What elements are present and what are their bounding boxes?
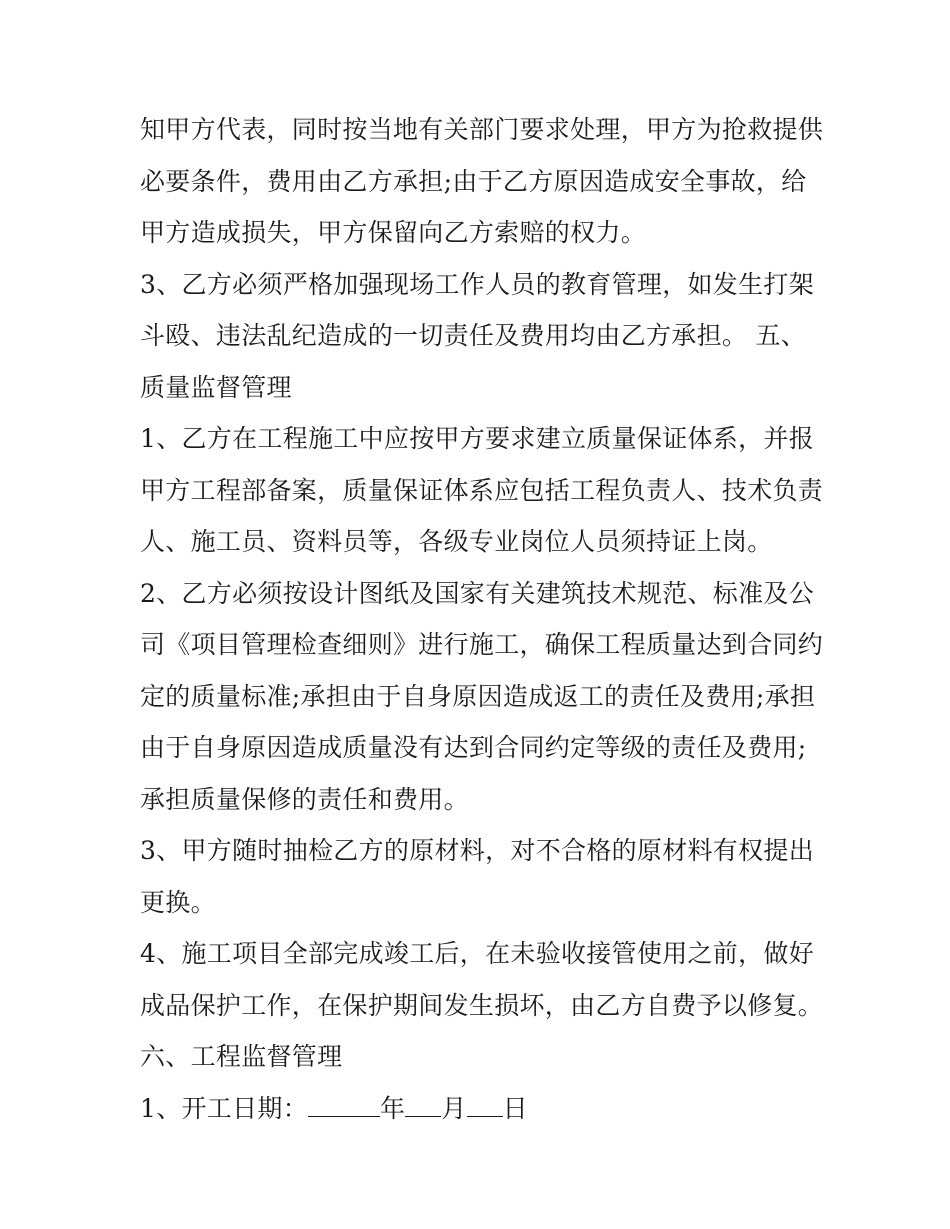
month-unit: 月 [441,1093,467,1123]
year-blank[interactable] [308,1092,380,1117]
contract-text [140,104,824,1134]
text-line: 必要条件，费用由乙方承担;由于乙方原因造成安全事故，给 [140,166,807,196]
text-line: 更换。 [140,887,216,917]
day-blank[interactable] [467,1092,503,1117]
text-line: 3、甲方随时抽检乙方的原材料，对不合格的原材料有权提出 [140,836,815,865]
text-line: 成品保护工作，在保护期间发生损坏，由乙方自费予以修复。 [140,990,824,1020]
start-date-line [140,1083,820,1135]
section-heading-supervision: 六、工程监督管理 [140,1042,343,1071]
text-line: 知甲方代表，同时按当地有关部门要求处理，甲方为抢救提供 [140,115,824,144]
text-line: 定的质量标准;承担由于自身原因造成返工的责任及费用;承担 [140,681,816,711]
section-heading-quality: 质量监督管理 [140,372,292,402]
text-line: 斗殴、违法乱纪造成的一切责任及费用均由乙方承担。 五、 [140,321,807,350]
text-line: 甲方工程部备案，质量保证体系应包括工程负责人、技术负责 [140,475,824,505]
text-line: 承担质量保修的责任和费用。 [140,784,469,814]
year-unit: 年 [380,1093,406,1123]
day-unit: 日 [502,1093,528,1123]
text-line: 3、乙方必须严格加强现场工作人员的教育管理，如发生打架 [140,269,815,299]
text-line: 司《项目管理检查细则》进行施工，确保工程质量达到合同约 [140,630,824,659]
text-line: 甲方造成损失，甲方保留向乙方索赔的权力。 [140,218,647,247]
text-line: 由于自身原因造成质量没有达到合同约定等级的责任及费用; [140,733,807,762]
text-line: 4、施工项目全部完成竣工后，在未验收接管使用之前，做好 [140,939,815,968]
text-line: 人、施工员、资料员等，各级专业岗位人员须持证上岗。 [140,527,773,556]
text-line: 1、乙方在工程施工中应按甲方要求建立质量保证体系，并报 [140,424,815,453]
text-line: 2、乙方必须按设计图纸及国家有关建筑技术规范、标准及公 [140,578,815,608]
start-date-label: 1、开工日期： [140,1093,309,1123]
month-blank[interactable] [405,1092,441,1117]
